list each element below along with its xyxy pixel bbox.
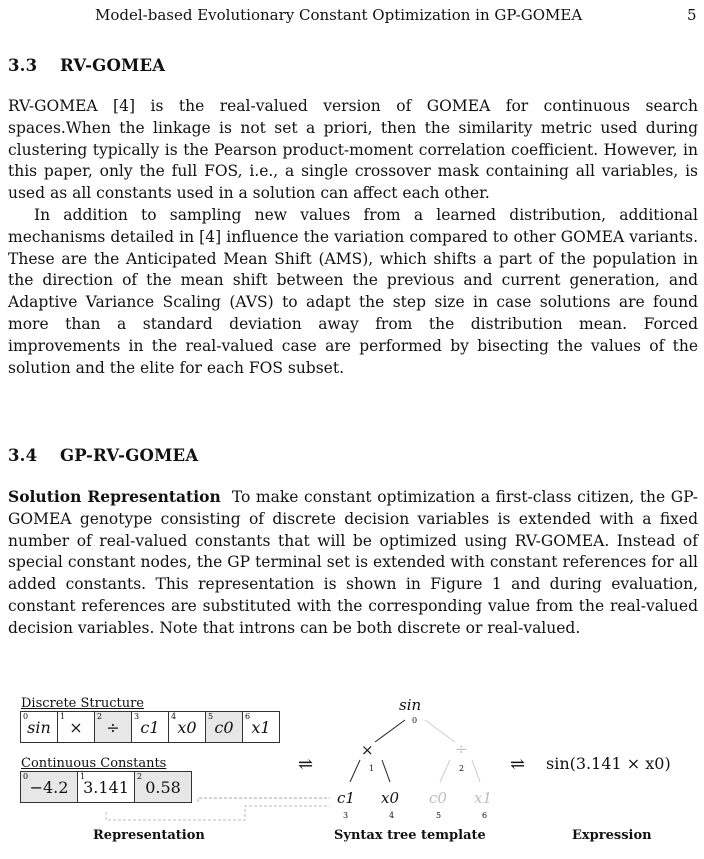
- edge-div-x1: [472, 760, 480, 782]
- paragraph-solution-representation: [8, 486, 698, 640]
- discrete-cell-times: 1 ×: [58, 712, 95, 742]
- section-number: 3.4: [8, 446, 38, 465]
- tree-index-0: 0: [412, 716, 418, 725]
- continuous-constants-label: Continuous Constants: [21, 756, 167, 771]
- constant-cell-2: 2 0.58: [135, 772, 191, 802]
- tree-node-c0: c0: [429, 789, 447, 807]
- running-title: Model-based Evolutionary Constant Optimization in GP-GOMEA: [95, 6, 583, 24]
- discrete-cell-div: 2 ÷: [95, 712, 132, 742]
- tree-index-1: 1: [369, 764, 375, 773]
- caption-representation: Representation: [93, 828, 205, 843]
- tree-index-5: 5: [436, 811, 442, 820]
- section-title: RV-GOMEA: [60, 56, 166, 75]
- constant-cell-1: 1 3.141: [78, 772, 135, 802]
- caption-syntax-tree: Syntax tree template: [334, 828, 486, 843]
- tree-index-3: 3: [343, 811, 349, 820]
- discrete-cell-x0: 4 x0: [169, 712, 206, 742]
- edge-sin-times: [375, 720, 405, 742]
- tree-node-div: ÷: [455, 740, 468, 758]
- tree-index-6: 6: [482, 811, 488, 820]
- tree-node-x0: x0: [381, 789, 400, 807]
- running-head: [0, 6, 704, 26]
- section-heading-3-3: [8, 56, 165, 75]
- paragraph-rv-gomea-2: In addition to sampling new values from a learned distribution, additional mechanisms detailed in [4] influence the variation compared to other GOMEA variants. These are the Anticipated Mean Shift (AMS), which shifts a part of the population in the direction of the mean shift between the previous and current generation, and Adaptive Variance Scaling (AVS) to adapt the step size in case solutions are found more than a standard deviation away from the distribution mean. Forced improvements in the real-valued case are performed by bisecting the values of the solution and the elite for each FOS subset.: [8, 206, 698, 377]
- tree-node-sin: sin: [399, 696, 422, 714]
- edge-sin-div: [425, 720, 455, 742]
- equivalence-arrow-right: ⇌: [510, 754, 526, 775]
- caption-expression: Expression: [572, 828, 652, 843]
- page-number: 5: [687, 6, 697, 24]
- edge-times-x0: [382, 760, 390, 782]
- discrete-cell-c0: 5 c0: [206, 712, 243, 742]
- section-heading-3-4: [8, 446, 198, 465]
- tree-node-c1: c1: [337, 789, 355, 807]
- discrete-cell-x1: 6 x1: [245, 712, 271, 737]
- paragraph-text: To make constant optimization a first-class citizen, the GP-GOMEA genotype consisting of discrete decision variables is extended with a fixed number of real-valued constants that will be optimized using RV-GOMEA. Instead of special constant nodes, the GP terminal set is extended with constant references for all added constants. This representation is shown in Figure 1 and during evaluation, constant references are substituted with the corresponding value from the real-valued decision variables. Note that introns can be both discrete or real-valued.: [8, 488, 698, 637]
- section-title: GP-RV-GOMEA: [60, 446, 199, 465]
- edge-div-c0: [440, 760, 450, 782]
- discrete-cell-c1: 3 c1: [132, 712, 169, 742]
- tree-node-x1: x1: [474, 789, 493, 807]
- section-number: 3.3: [8, 56, 38, 75]
- figure-1: [0, 690, 704, 859]
- tree-node-times: ×: [361, 741, 374, 759]
- expression-text: sin(3.141 × x0): [546, 754, 671, 773]
- tree-index-4: 4: [389, 811, 395, 820]
- discrete-structure-label: Discrete Structure: [21, 696, 144, 711]
- equivalence-arrow-left: ⇌: [298, 754, 314, 775]
- reference-line-c0: [106, 806, 330, 820]
- tree-index-2: 2: [459, 764, 465, 773]
- edge-times-c1: [350, 760, 360, 782]
- discrete-cell-sin: 0 sin: [21, 712, 58, 742]
- constant-cell-0: 0 −4.2: [21, 772, 78, 802]
- reference-line-c1: [198, 798, 330, 802]
- paragraph-rv-gomea-1: RV-GOMEA [4] is the real-valued version of GOMEA for continuous search spaces.When the linkage is not set a priori, then the similarity metric used during clustering typically is the Pearson product-moment correlation coefficient. However, in this paper, only the full FOS, i.e., a single crossover mask containing all variables, is used as all constants used in a solution can affect each other.: [8, 97, 698, 203]
- run-in-heading: Solution Representation: [8, 487, 221, 506]
